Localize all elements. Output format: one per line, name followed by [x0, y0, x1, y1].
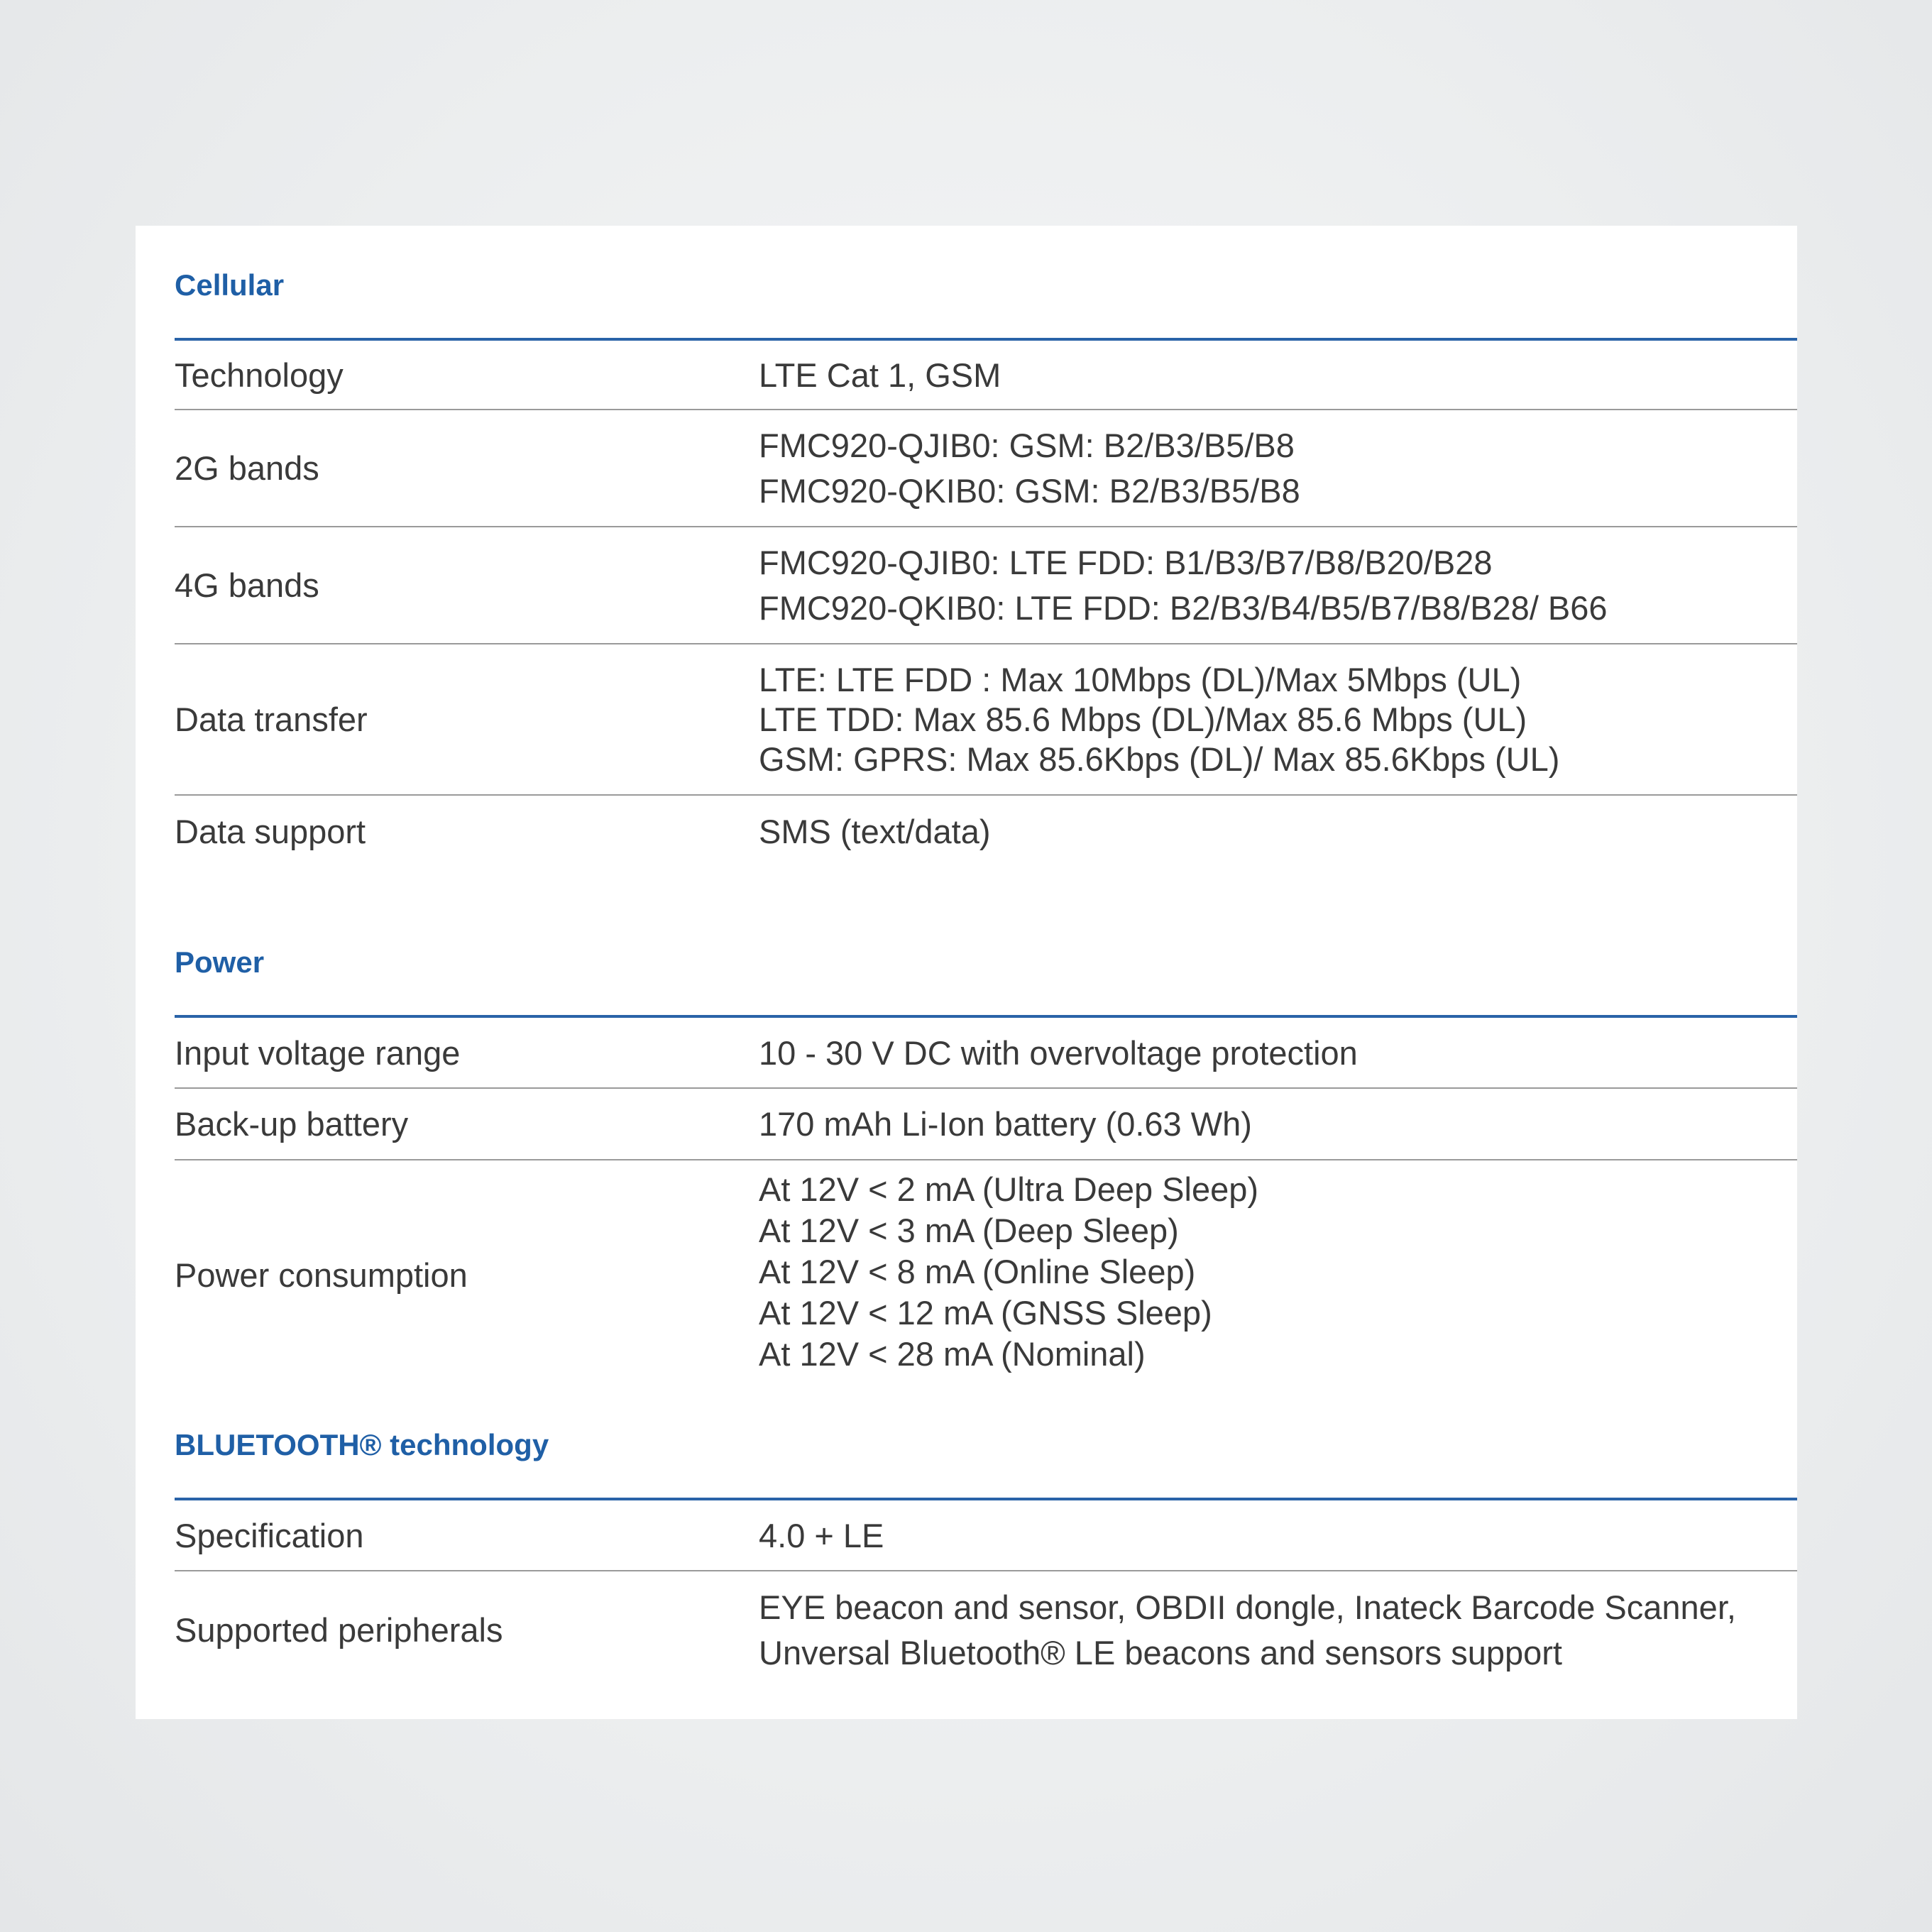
spec-label: Data transfer: [175, 701, 368, 738]
spec-value-line: At 12V < 2 mA (Ultra Deep Sleep): [759, 1170, 1259, 1208]
spec-value-line: At 12V < 3 mA (Deep Sleep): [759, 1212, 1179, 1249]
spec-value-line: FMC920-QJIB0: LTE FDD: B1/B3/B7/B8/B20/B28: [759, 543, 1493, 581]
spec-label: Specification: [175, 1516, 364, 1554]
spec-label: 2G bands: [175, 449, 319, 487]
spec-value: [759, 812, 1797, 851]
spec-value-line: Unversal Bluetooth® LE beacons and sensors support: [759, 1633, 1562, 1672]
spec-label: Data support: [175, 812, 366, 850]
spec-value-line: At 12V < 28 mA (Nominal): [759, 1335, 1146, 1373]
spec-value-line: LTE TDD: Max 85.6 Mbps (DL)/Max 85.6 Mbps (UL): [759, 700, 1527, 738]
spec-row-specification: [175, 1500, 1797, 1571]
spec-value-line: LTE: LTE FDD : Max 10Mbps (DL)/Max 5Mbps (UL): [759, 660, 1522, 698]
section-title-bluetooth: BLUETOOTH® technology: [175, 1428, 549, 1461]
spec-value: [759, 1104, 1797, 1143]
spec-row-input-voltage: [175, 1018, 1797, 1089]
section-bluetooth: [175, 1425, 1797, 1689]
spec-label: Input voltage range: [175, 1033, 461, 1072]
spec-content: [175, 265, 1797, 1689]
spec-label: 4G bands: [175, 566, 319, 604]
spec-value-line: GSM: GPRS: Max 85.6Kbps (DL)/ Max 85.6Kbps (UL): [759, 740, 1560, 778]
spec-row-data-transfer: [175, 644, 1797, 796]
spec-value: [759, 423, 1797, 514]
spec-value: [759, 1169, 1797, 1375]
spec-row-backup-battery: [175, 1089, 1797, 1160]
section-power: [175, 942, 1797, 1400]
spec-value-line: FMC920-QJIB0: GSM: B2/B3/B5/B8: [759, 426, 1295, 464]
spec-value-line: LTE Cat 1, GSM: [759, 356, 1001, 394]
spec-row-technology: [175, 341, 1797, 410]
spec-value: [759, 356, 1797, 395]
section-cellular: [175, 265, 1797, 867]
spec-value-line: At 12V < 12 mA (GNSS Sleep): [759, 1294, 1212, 1332]
spec-value: [759, 1033, 1797, 1072]
spec-label: Supported peripherals: [175, 1611, 503, 1649]
section-title-cellular: Cellular: [175, 268, 285, 302]
spec-value-line: 170 mAh Li-Ion battery (0.63 Wh): [759, 1105, 1252, 1143]
spec-card: [136, 226, 1797, 1719]
spec-row-data-support: [175, 796, 1797, 867]
spec-value-line: 4.0 + LE: [759, 1516, 884, 1554]
spec-row-power-consumption: [175, 1160, 1797, 1400]
spec-row-4g-bands: [175, 527, 1797, 644]
spec-label: Back-up battery: [175, 1105, 409, 1143]
spec-value: [759, 1516, 1797, 1555]
spec-row-supported-peripherals: [175, 1571, 1797, 1689]
spec-value-line: EYE beacon and sensor, OBDII dongle, Inateck Barcode Scanner,: [759, 1588, 1736, 1626]
spec-value-line: FMC920-QKIB0: LTE FDD: B2/B3/B4/B5/B7/B8/B28/ B66: [759, 588, 1608, 627]
spec-value-line: SMS (text/data): [759, 812, 991, 850]
spec-value: [759, 660, 1797, 779]
spec-value: [759, 540, 1797, 631]
spec-value-line: 10 - 30 V DC with overvoltage protection: [759, 1033, 1358, 1072]
spec-value: [759, 1585, 1797, 1676]
section-title-power: Power: [175, 945, 265, 979]
spec-label: Technology: [175, 356, 344, 394]
spec-label: Power consumption: [175, 1256, 468, 1294]
spec-value-line: FMC920-QKIB0: GSM: B2/B3/B5/B8: [759, 471, 1300, 510]
spec-row-2g-bands: [175, 410, 1797, 527]
spec-value-line: At 12V < 8 mA (Online Sleep): [759, 1253, 1196, 1290]
